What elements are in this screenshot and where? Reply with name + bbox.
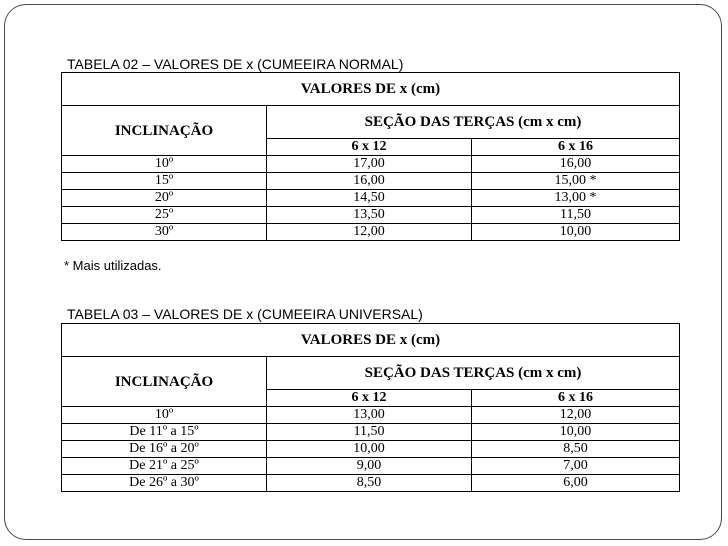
table-02 — [61, 72, 680, 241]
table-cell: De 21º a 25º — [62, 458, 267, 475]
table-row — [62, 458, 680, 475]
table-cell: 17,00 — [267, 156, 472, 173]
table-cell: 10,00 — [472, 424, 680, 441]
table-cell: De 26º a 30º — [62, 475, 267, 492]
table-cell: 20º — [62, 190, 267, 207]
table-cell: 6,00 — [472, 475, 680, 492]
table-row — [62, 441, 680, 458]
table-02-dim-header: 6 x 16 — [472, 139, 680, 156]
table-cell: 30º — [62, 224, 267, 241]
table-cell: 11,50 — [267, 424, 472, 441]
table-03-dim-header: 6 x 12 — [267, 390, 472, 407]
footnote: * Mais utilizadas. — [64, 258, 162, 273]
table-row — [62, 407, 680, 424]
table-03-caption: TABELA 03 – VALORES DE x (CUMEEIRA UNIVERSAL) — [67, 306, 423, 322]
table-cell: 13,00 — [267, 407, 472, 424]
table-row — [62, 224, 680, 241]
table-cell: 7,00 — [472, 458, 680, 475]
table-row — [62, 190, 680, 207]
table-row — [62, 173, 680, 190]
table-cell: 10,00 — [267, 441, 472, 458]
table-03 — [61, 323, 680, 492]
table-cell: 16,00 — [267, 173, 472, 190]
table-cell: 16,00 — [472, 156, 680, 173]
table-cell: 9,00 — [267, 458, 472, 475]
table-cell: De 16º a 20º — [62, 441, 267, 458]
table-cell: 25º — [62, 207, 267, 224]
table-02-caption: TABELA 02 – VALORES DE x (CUMEEIRA NORMAL) — [67, 56, 404, 72]
table-03-title: VALORES DE x (cm) — [62, 324, 680, 357]
table-02-section-header: SEÇÃO DAS TERÇAS (cm x cm) — [267, 106, 680, 139]
table-cell: 15,00 * — [472, 173, 680, 190]
table-row — [62, 156, 680, 173]
table-02-dim-header: 6 x 12 — [267, 139, 472, 156]
table-cell: 12,00 — [267, 224, 472, 241]
table-cell: 14,50 — [267, 190, 472, 207]
table-cell: De 11º a 15º — [62, 424, 267, 441]
table-03-dim-header: 6 x 16 — [472, 390, 680, 407]
table-cell: 15º — [62, 173, 267, 190]
table-cell: 11,50 — [472, 207, 680, 224]
table-cell: 13,00 * — [472, 190, 680, 207]
table-02-inclinacao-header: INCLINAÇÃO — [62, 106, 267, 156]
table-03-section-header: SEÇÃO DAS TERÇAS (cm x cm) — [267, 357, 680, 390]
table-row — [62, 424, 680, 441]
table-03-inclinacao-header: INCLINAÇÃO — [62, 357, 267, 407]
table-cell: 8,50 — [472, 441, 680, 458]
table-cell: 12,00 — [472, 407, 680, 424]
table-row — [62, 207, 680, 224]
table-cell: 10º — [62, 407, 267, 424]
table-row — [62, 475, 680, 492]
table-cell: 8,50 — [267, 475, 472, 492]
table-cell: 10,00 — [472, 224, 680, 241]
table-02-title: VALORES DE x (cm) — [62, 73, 680, 106]
table-cell: 13,50 — [267, 207, 472, 224]
table-cell: 10º — [62, 156, 267, 173]
